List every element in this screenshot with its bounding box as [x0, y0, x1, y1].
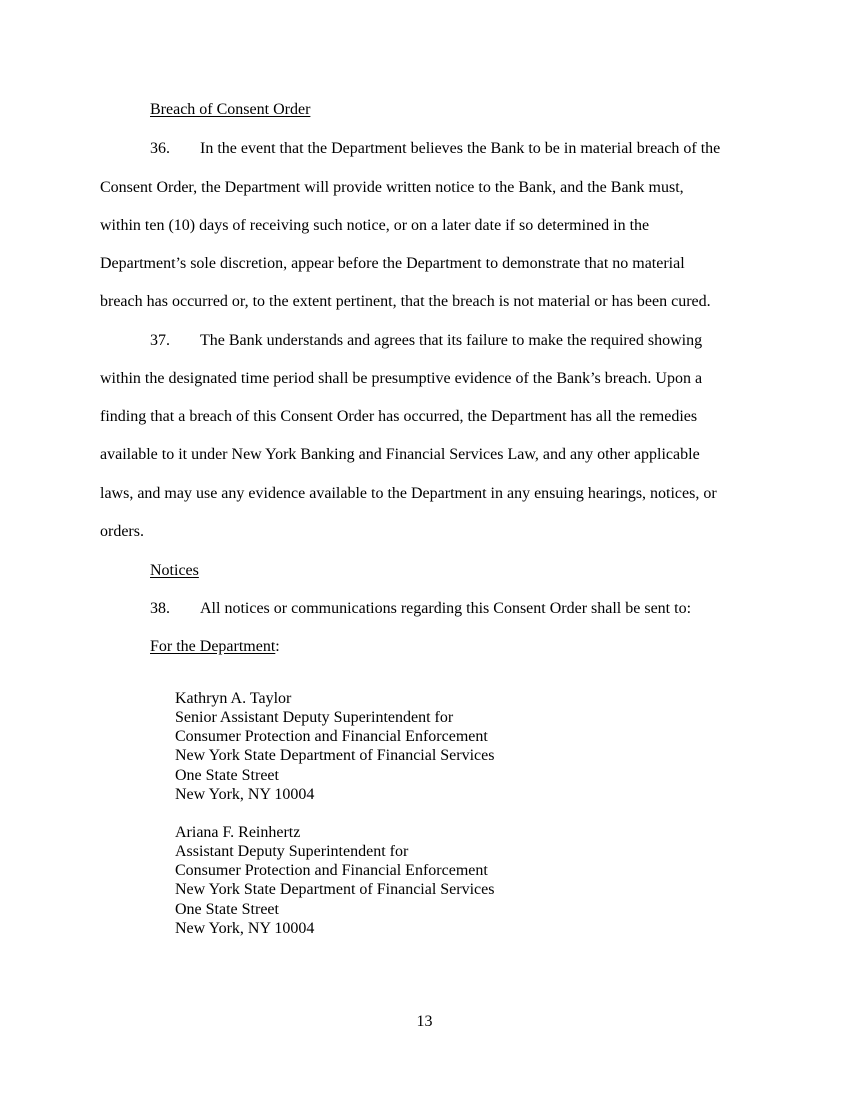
paragraph-number: 36.	[150, 140, 170, 157]
paragraph-37-line-1	[150, 331, 702, 351]
contact-city: New York, NY 10004	[175, 920, 315, 937]
section-heading-notices: Notices	[150, 562, 199, 579]
paragraph-37-line-2: within the designated time period shall be presumptive evidence of the Bank’s breach. Upon a	[100, 370, 703, 387]
contact-title: Senior Assistant Deputy Superintendent for	[175, 709, 454, 726]
paragraph-36-line-4: Department’s sole discretion, appear before the Department to demonstrate that no material	[100, 255, 685, 272]
contact-agency: New York State Department of Financial Services	[175, 881, 495, 898]
contact-city: New York, NY 10004	[175, 786, 315, 803]
paragraph-text: The Bank understands and agrees that its failure to make the required showing	[200, 332, 703, 349]
recipient-label	[150, 637, 280, 657]
paragraph-37-line-3: finding that a breach of this Consent Order has occurred, the Department has all the remedies	[100, 408, 698, 425]
contact-division: Consumer Protection and Financial Enforcement	[175, 862, 488, 879]
paragraph-text: In the event that the Department believes the Bank to be in material breach of the	[200, 140, 721, 157]
paragraph-36-line-3: within ten (10) days of receiving such notice, or on a later date if so determined in the	[100, 217, 650, 234]
paragraph-36-line-5: breach has occurred or, to the extent pertinent, that the breach is not material or has been cured.	[100, 293, 711, 310]
contact-agency: New York State Department of Financial Services	[175, 747, 495, 764]
contact-division: Consumer Protection and Financial Enforcement	[175, 728, 488, 745]
paragraph-36-line-1	[150, 139, 720, 159]
paragraph-number: 37.	[150, 332, 170, 349]
contact-street: One State Street	[175, 767, 279, 784]
contact-name: Ariana F. Reinhertz	[175, 824, 301, 841]
paragraph-37-line-6: orders.	[100, 523, 144, 540]
contact-name: Kathryn A. Taylor	[175, 690, 292, 707]
paragraph-text: All notices or communications regarding this Consent Order shall be sent to:	[200, 600, 692, 617]
contact-title: Assistant Deputy Superintendent for	[175, 843, 409, 860]
paragraph-number: 38.	[150, 600, 170, 617]
recipient-label-colon: :	[275, 638, 280, 655]
recipient-label-text: For the Department	[150, 638, 276, 655]
section-heading-breach: Breach of Consent Order	[150, 101, 311, 118]
paragraph-37-line-4: available to it under New York Banking and Financial Services Law, and any other applicable	[100, 446, 700, 463]
paragraph-38	[150, 599, 691, 619]
page-number: 13	[416, 1013, 433, 1030]
contact-street: One State Street	[175, 901, 279, 918]
paragraph-36-line-2: Consent Order, the Department will provide written notice to the Bank, and the Bank must,	[100, 179, 684, 196]
paragraph-37-line-5: laws, and may use any evidence available to the Department in any ensuing hearings, notices, or	[100, 485, 717, 502]
